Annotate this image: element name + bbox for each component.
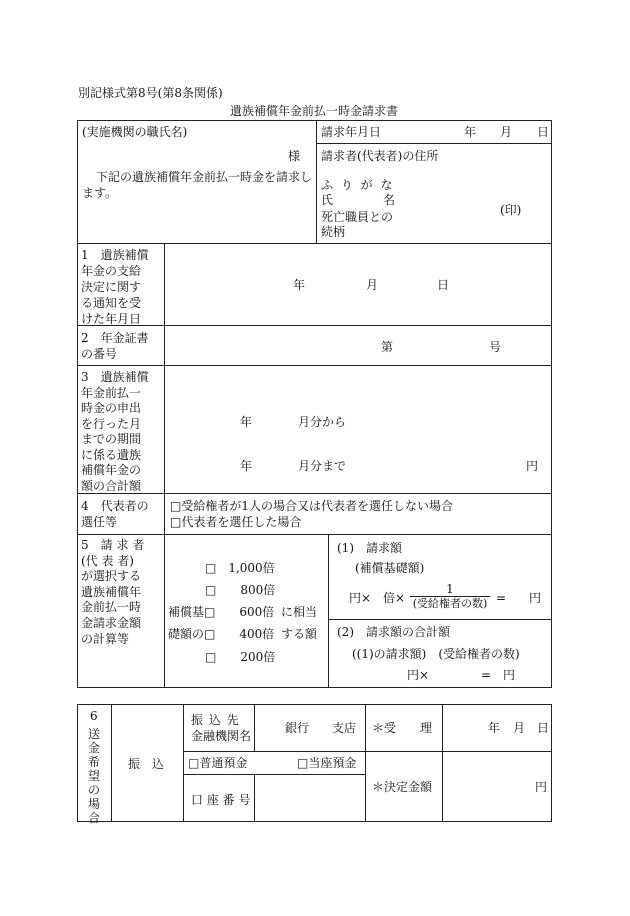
row2-label: 2 年金証書 の番号 (81, 331, 149, 361)
multiplier-600[interactable]: 補償基□ 600倍 (168, 605, 275, 619)
formula-yen: 円 (529, 591, 542, 605)
request-date-label: 請求年月日 (321, 125, 382, 139)
bank-suffix: 銀行 (285, 721, 310, 735)
claim-amount-label: (1) 請求額 (337, 541, 402, 555)
row1-label: 1 遺族補償 年金の支給 決定に関す る通知を受 けた年月日 (81, 248, 149, 326)
multiplier-1000[interactable]: □ 1,000倍 (205, 561, 275, 575)
representative-option-selected[interactable]: □代表者を選任した場合 (170, 515, 302, 529)
row1-month: 月 (366, 278, 379, 292)
total-formula-b: = 円 (481, 668, 516, 682)
seal-mark: (印) (500, 203, 522, 217)
row3-from-month: 月分から (298, 415, 347, 429)
form-title: 遺族補償年金前払一時金請求書 (230, 104, 399, 118)
furigana-label: ふ り が な (321, 178, 395, 192)
remit-section-label: 送 金 希 望 の 場 合 (87, 727, 100, 825)
deposit-current-checkbox[interactable]: □当座預金 (297, 756, 357, 770)
row1-day: 日 (437, 278, 450, 292)
request-date-month: 月 (500, 125, 513, 139)
receipt-month: 月 (513, 721, 526, 735)
row2-dai: 第 (381, 340, 394, 354)
fraction-denominator: (受給権者の数) (410, 596, 490, 611)
receipt-day: 日 (537, 721, 550, 735)
total-formula-a: 円× (407, 668, 430, 682)
row3-from-year: 年 (240, 415, 253, 429)
total-formula-sub: ((1)の請求額) (受給権者の数) (352, 647, 520, 661)
formula-left: 円× 倍× (349, 591, 406, 605)
form-number: 別記様式第8号(第8条関係) (78, 86, 223, 100)
fraction-numerator: 1 (446, 582, 454, 596)
name-label-2: 名 (383, 193, 396, 207)
total-amount-label: (2) 請求額の合計額 (337, 625, 450, 639)
multiplier-note-1: に相当 (281, 605, 318, 619)
remit-section-number: 6 (90, 709, 98, 723)
name-label-1: 氏 (321, 193, 334, 207)
relation-label-line1: 死亡職員との (321, 210, 394, 224)
row3-to-month: 月分まで (298, 459, 347, 473)
row2-go: 号 (489, 340, 502, 354)
decided-amount-yen: 円 (535, 780, 548, 794)
honorific: 様 (288, 149, 301, 163)
receipt-year: 年 (488, 721, 501, 735)
request-date-year: 年 (464, 125, 477, 139)
request-date-day: 日 (537, 125, 550, 139)
address-label: 請求者(代表者)の住所 (321, 149, 439, 163)
row3-to-year: 年 (240, 459, 253, 473)
representative-option-single[interactable]: □受給権者が1人の場合又は代表者を選任しない場合 (170, 499, 453, 513)
row1-year: 年 (293, 278, 306, 292)
multiplier-note-2: する額 (281, 627, 318, 641)
multiplier-400[interactable]: 礎額の□ 400倍 (168, 627, 275, 641)
multiplier-200[interactable]: □ 200倍 (205, 650, 276, 664)
formula-fraction (410, 583, 490, 611)
bank-label-2: 金融機関名 (191, 729, 252, 743)
multiplier-800[interactable]: □ 800倍 (205, 583, 276, 597)
row4-label: 4 代表者の 選任等 (81, 499, 149, 529)
request-text-line1: 下記の遺族補償年金前払一時金を請求し (96, 170, 313, 184)
relation-label-line2: 続柄 (321, 225, 346, 239)
account-number-label: 口 座 番 号 (191, 793, 251, 807)
request-text-line2: ます。 (82, 186, 118, 200)
row3-label: 3 遺族補償 年金前払一 時金の申出 を行った月 までの期間 に係る遺族 補償年金の 額の合計額 (81, 370, 149, 493)
receipt-label: ＊受 理 (372, 721, 433, 735)
deposit-ordinary-checkbox[interactable]: □普通預金 (188, 756, 248, 770)
formula-equals: = (496, 591, 507, 605)
decided-amount-label: ＊決定金額 (372, 780, 433, 794)
row3-yen: 円 (526, 459, 539, 473)
row5-label: 5 請 求 者 (代 表 者) が選択する 遺族補償年 金前払一時 金請求金額 の計算等 (81, 538, 145, 646)
base-amount-label: (補償基礎額) (355, 561, 425, 575)
bank-label-1: 振 込 先 (191, 713, 240, 727)
org-head-label: (実施機関の職氏名) (82, 125, 188, 139)
branch-suffix: 支店 (332, 721, 357, 735)
remit-method: 振 込 (128, 757, 165, 771)
